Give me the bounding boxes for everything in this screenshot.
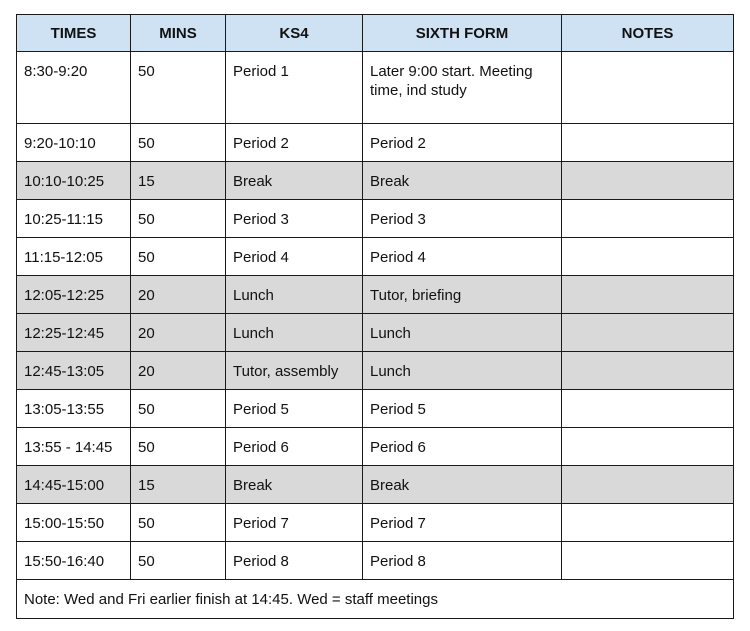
cell-mins: 20 <box>131 276 226 314</box>
cell-mins: 50 <box>131 504 226 542</box>
footer-row <box>17 580 734 619</box>
cell-notes <box>562 390 734 428</box>
cell-notes <box>562 238 734 276</box>
cell-ks4: Period 5 <box>226 390 363 428</box>
cell-mins: 20 <box>131 314 226 352</box>
cell-mins: 50 <box>131 124 226 162</box>
timetable-body <box>17 52 734 580</box>
table-row <box>17 162 734 200</box>
table-row <box>17 124 734 162</box>
cell-sixth-form: Lunch <box>363 352 562 390</box>
cell-ks4: Lunch <box>226 314 363 352</box>
cell-times: 14:45-15:00 <box>17 466 131 504</box>
header-mins: MINS <box>131 15 226 52</box>
cell-times: 11:15-12:05 <box>17 238 131 276</box>
cell-mins: 50 <box>131 200 226 238</box>
cell-mins: 50 <box>131 390 226 428</box>
cell-times: 8:30-9:20 <box>17 52 131 124</box>
timetable-footer <box>17 580 734 619</box>
cell-mins: 50 <box>131 52 226 124</box>
cell-mins: 15 <box>131 162 226 200</box>
cell-ks4: Lunch <box>226 276 363 314</box>
cell-sixth-form: Period 4 <box>363 238 562 276</box>
cell-ks4: Tutor, assembly <box>226 352 363 390</box>
table-row <box>17 542 734 580</box>
cell-sixth-form: Period 2 <box>363 124 562 162</box>
cell-times: 13:05-13:55 <box>17 390 131 428</box>
timetable-header <box>17 15 734 52</box>
cell-notes <box>562 162 734 200</box>
cell-times: 9:20-10:10 <box>17 124 131 162</box>
cell-notes <box>562 276 734 314</box>
cell-times: 12:05-12:25 <box>17 276 131 314</box>
table-row <box>17 504 734 542</box>
cell-ks4: Period 1 <box>226 52 363 124</box>
cell-sixth-form: Later 9:00 start. Meeting time, ind study <box>363 52 562 124</box>
cell-ks4: Break <box>226 162 363 200</box>
cell-times: 12:45-13:05 <box>17 352 131 390</box>
table-row <box>17 200 734 238</box>
cell-notes <box>562 124 734 162</box>
cell-sixth-form: Lunch <box>363 314 562 352</box>
cell-times: 15:00-15:50 <box>17 504 131 542</box>
header-row <box>17 15 734 52</box>
header-ks4: KS4 <box>226 15 363 52</box>
cell-notes <box>562 352 734 390</box>
table-row <box>17 428 734 466</box>
cell-notes <box>562 504 734 542</box>
cell-times: 13:55 - 14:45 <box>17 428 131 466</box>
header-times: TIMES <box>17 15 131 52</box>
cell-mins: 50 <box>131 428 226 466</box>
cell-notes <box>562 428 734 466</box>
cell-ks4: Period 4 <box>226 238 363 276</box>
cell-sixth-form: Break <box>363 162 562 200</box>
cell-times: 10:25-11:15 <box>17 200 131 238</box>
cell-mins: 15 <box>131 466 226 504</box>
header-notes: NOTES <box>562 15 734 52</box>
cell-mins: 20 <box>131 352 226 390</box>
table-row <box>17 466 734 504</box>
table-row <box>17 238 734 276</box>
cell-sixth-form: Period 5 <box>363 390 562 428</box>
cell-sixth-form: Period 6 <box>363 428 562 466</box>
cell-notes <box>562 466 734 504</box>
cell-notes <box>562 314 734 352</box>
cell-times: 10:10-10:25 <box>17 162 131 200</box>
table-row <box>17 314 734 352</box>
table-row <box>17 276 734 314</box>
header-sixth-form: SIXTH FORM <box>363 15 562 52</box>
cell-times: 15:50-16:40 <box>17 542 131 580</box>
cell-notes <box>562 52 734 124</box>
table-row <box>17 52 734 124</box>
cell-ks4: Period 8 <box>226 542 363 580</box>
footer-note: Note: Wed and Fri earlier finish at 14:45. Wed = staff meetings <box>17 580 734 619</box>
cell-mins: 50 <box>131 542 226 580</box>
cell-notes <box>562 542 734 580</box>
cell-sixth-form: Period 8 <box>363 542 562 580</box>
timetable <box>16 14 734 619</box>
cell-sixth-form: Break <box>363 466 562 504</box>
cell-ks4: Period 2 <box>226 124 363 162</box>
cell-ks4: Period 6 <box>226 428 363 466</box>
cell-sixth-form: Period 3 <box>363 200 562 238</box>
cell-times: 12:25-12:45 <box>17 314 131 352</box>
table-row <box>17 352 734 390</box>
cell-mins: 50 <box>131 238 226 276</box>
cell-ks4: Break <box>226 466 363 504</box>
cell-sixth-form: Tutor, briefing <box>363 276 562 314</box>
cell-ks4: Period 3 <box>226 200 363 238</box>
cell-notes <box>562 200 734 238</box>
cell-sixth-form: Period 7 <box>363 504 562 542</box>
cell-ks4: Period 7 <box>226 504 363 542</box>
table-row <box>17 390 734 428</box>
